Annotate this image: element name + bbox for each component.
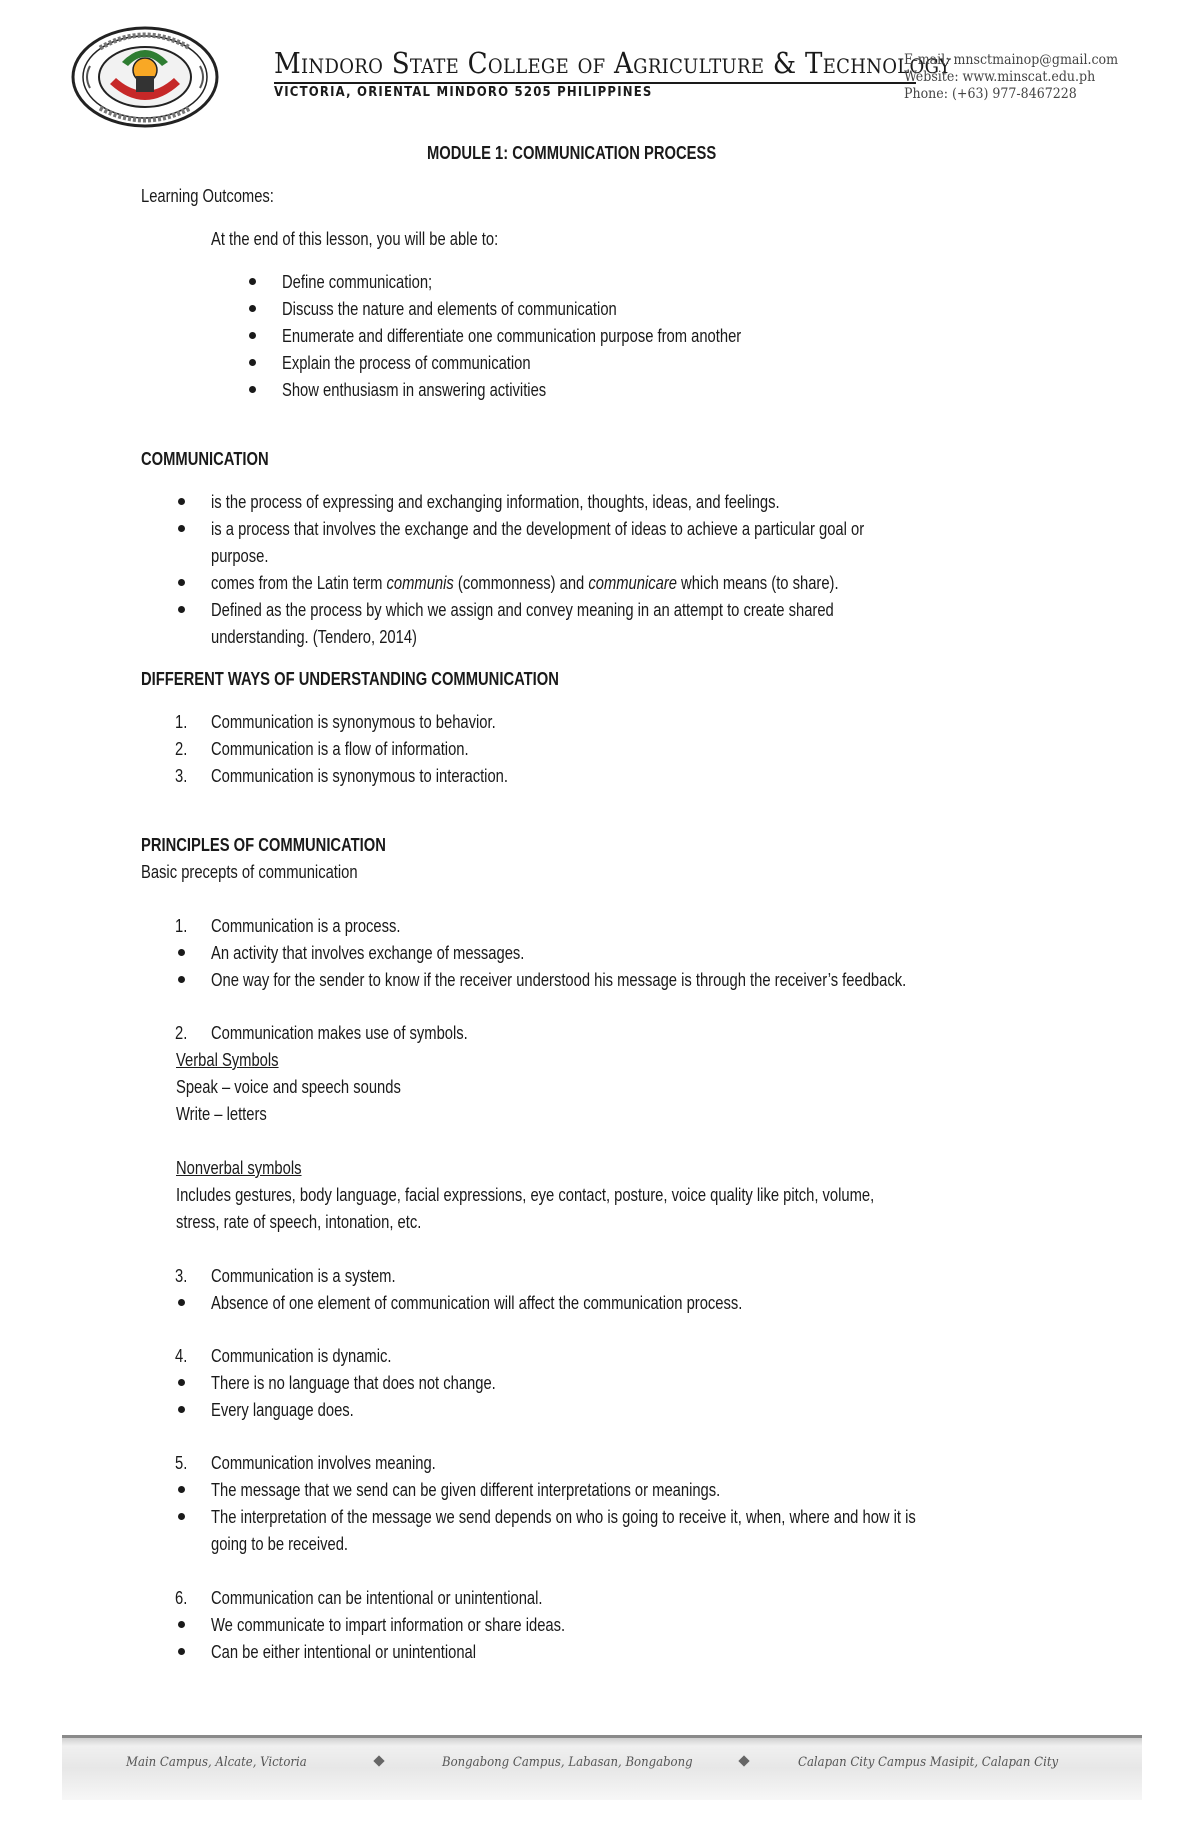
- outcome-item: Enumerate and differentiate one communication purpose from another: [282, 326, 742, 346]
- etymology-text: comes from the Latin term: [211, 573, 387, 593]
- ways-item: Communication is synonymous to interaction.: [211, 766, 508, 786]
- communication-definition-cont: purpose.: [211, 546, 269, 566]
- bullet-icon: [249, 305, 256, 312]
- list-number: 6.: [175, 1588, 188, 1608]
- list-number: 3.: [175, 766, 188, 786]
- ways-item: Communication is a flow of information.: [211, 739, 469, 759]
- bullet-icon: [249, 332, 256, 339]
- principles-subheading: Basic precepts of communication: [141, 862, 358, 882]
- verbal-symbol: Write – letters: [176, 1104, 267, 1124]
- principle-point: An activity that involves exchange of messages.: [211, 943, 525, 963]
- list-number: 4.: [175, 1346, 188, 1366]
- bullet-icon: [178, 606, 185, 613]
- principle-title: Communication is dynamic.: [211, 1346, 392, 1366]
- bullet-icon: [178, 1406, 185, 1413]
- outcome-item: Explain the process of communication: [282, 353, 531, 373]
- principle-title: Communication is a process.: [211, 916, 401, 936]
- nonverbal-description-cont: stress, rate of speech, intonation, etc.: [176, 1212, 422, 1232]
- principle-point: Absence of one element of communication will affect the communication process.: [211, 1293, 743, 1313]
- learning-outcomes-intro: At the end of this lesson, you will be able to:: [211, 229, 499, 249]
- list-number: 2.: [175, 739, 188, 759]
- verbal-symbol: Speak – voice and speech sounds: [176, 1077, 401, 1097]
- college-seal-icon: [70, 26, 220, 129]
- bullet-icon: [249, 386, 256, 393]
- list-number: 2.: [175, 1023, 188, 1043]
- principle-point: We communicate to impart information or share ideas.: [211, 1615, 566, 1635]
- bullet-icon: [178, 525, 185, 532]
- learning-outcomes-heading: Learning Outcomes:: [141, 186, 274, 206]
- header-rule: [274, 82, 916, 84]
- communication-heading: COMMUNICATION: [141, 449, 269, 469]
- principle-title: Communication is a system.: [211, 1266, 396, 1286]
- bullet-icon: [178, 1648, 185, 1655]
- outcome-item: Define communication;: [282, 272, 433, 292]
- footer-campus-main: Main Campus, Alcate, Victoria: [126, 1755, 307, 1770]
- outcome-item: Discuss the nature and elements of communication: [282, 299, 617, 319]
- principle-point-cont: going to be received.: [211, 1534, 349, 1554]
- footer-campus-bongabong: Bongabong Campus, Labasan, Bongabong: [442, 1755, 693, 1770]
- principle-point: Every language does.: [211, 1400, 354, 1420]
- contact-website: Website: www.minscat.edu.ph: [904, 69, 1096, 85]
- nonverbal-symbols-heading: Nonverbal symbols: [176, 1158, 302, 1178]
- outcome-item: Show enthusiasm in answering activities: [282, 380, 547, 400]
- etymology-text: which means (to share).: [676, 573, 839, 593]
- communication-definition: is the process of expressing and exchanging information, thoughts, ideas, and feelings.: [211, 492, 780, 512]
- principle-point: The message that we send can be given different interpretations or meanings.: [211, 1480, 721, 1500]
- list-number: 5.: [175, 1453, 188, 1473]
- principle-title: Communication can be intentional or unintentional.: [211, 1588, 543, 1608]
- contact-phone: Phone: (+63) 977-8467228: [904, 86, 1077, 102]
- principles-heading: PRINCIPLES OF COMMUNICATION: [141, 835, 386, 855]
- communication-definition: is a process that involves the exchange and the development of ideas to achieve a particular goal or: [211, 519, 865, 539]
- ways-item: Communication is synonymous to behavior.: [211, 712, 496, 732]
- ways-heading: DIFFERENT WAYS OF UNDERSTANDING COMMUNICATION: [141, 669, 559, 689]
- latin-term: communicare: [588, 573, 677, 593]
- letterhead: [64, 22, 1144, 132]
- bullet-icon: [178, 1621, 185, 1628]
- module-title: MODULE 1: COMMUNICATION PROCESS: [427, 143, 717, 163]
- latin-term: communis: [386, 573, 454, 593]
- college-name: Mindoro State College of Agriculture & Technology: [274, 46, 952, 80]
- principle-point: One way for the sender to know if the receiver understood his message is through the receiver’s feedback.: [211, 970, 907, 990]
- contact-email: E-mail: mnsctmainop@gmail.com: [904, 52, 1119, 68]
- bullet-icon: [178, 1379, 185, 1386]
- bullet-icon: [178, 976, 185, 983]
- bullet-icon: [249, 278, 256, 285]
- bullet-icon: [249, 359, 256, 366]
- principle-point: There is no language that does not change.: [211, 1373, 496, 1393]
- contact-info: [904, 52, 1118, 103]
- list-number: 1.: [175, 916, 188, 936]
- etymology-text: (commonness) and: [453, 573, 589, 593]
- bullet-icon: [178, 498, 185, 505]
- footer-campus-calapan: Calapan City Campus Masipit, Calapan City: [798, 1755, 1059, 1770]
- college-address: VICTORIA, ORIENTAL MINDORO 5205 PHILIPPINES: [274, 85, 653, 100]
- bullet-icon: [178, 1513, 185, 1520]
- communication-definition-cont: understanding. (Tendero, 2014): [211, 627, 417, 647]
- bullet-icon: [178, 949, 185, 956]
- principle-title: Communication involves meaning.: [211, 1453, 436, 1473]
- principle-point: Can be either intentional or unintentional: [211, 1642, 477, 1662]
- principle-point: The interpretation of the message we send depends on who is going to receive it, when, where and how it is: [211, 1507, 916, 1527]
- bullet-icon: [178, 579, 185, 586]
- list-number: 1.: [175, 712, 188, 732]
- communication-definition: Defined as the process by which we assign and convey meaning in an attempt to create shared: [211, 600, 834, 620]
- communication-etymology: [211, 573, 839, 593]
- bullet-icon: [178, 1486, 185, 1493]
- verbal-symbols-heading: Verbal Symbols: [176, 1050, 279, 1070]
- page-footer: [62, 1735, 1142, 1797]
- bullet-icon: [178, 1299, 185, 1306]
- nonverbal-description: Includes gestures, body language, facial expressions, eye contact, posture, voice quality like pitch, volume,: [176, 1185, 875, 1205]
- principle-title: Communication makes use of symbols.: [211, 1023, 468, 1043]
- list-number: 3.: [175, 1266, 188, 1286]
